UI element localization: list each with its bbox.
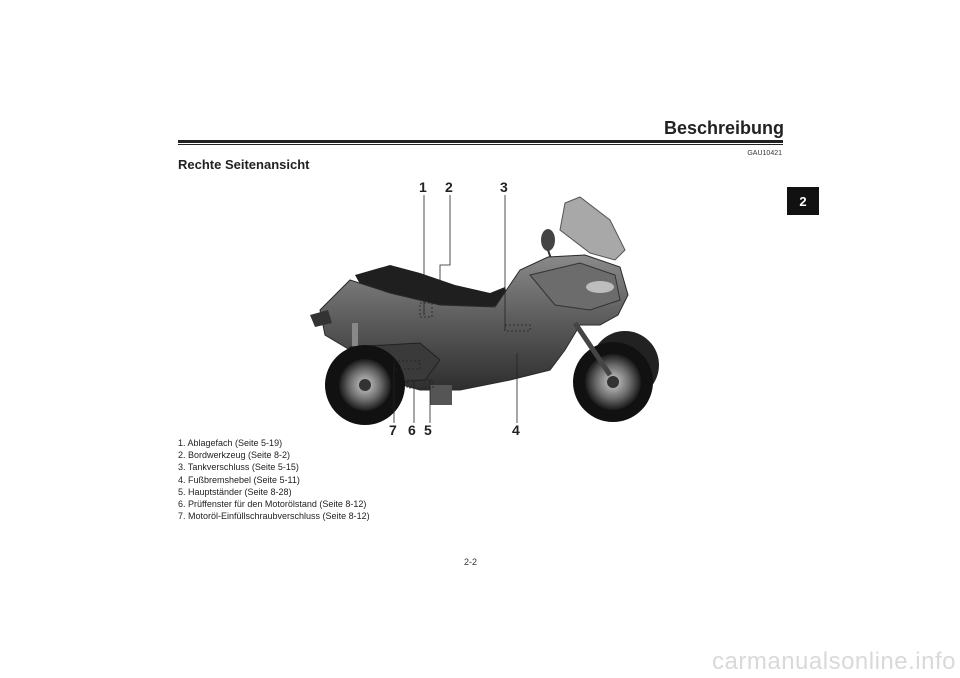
callout-6: 6 (408, 422, 416, 438)
watermark: carmanualsonline.info (712, 648, 956, 675)
legend-item: 7. Motoröl-Einfüllschraubverschluss (Seite 8-12) (178, 511, 370, 522)
legend-item: 1. Ablagefach (Seite 5-19) (178, 438, 283, 448)
section-title: Rechte Seitenansicht (178, 157, 310, 172)
legend-item: 6. Prüffenster für den Motorölstand (Seite 8-12) (178, 499, 367, 510)
page-number: 2-2 (464, 557, 478, 567)
callout-3: 3 (500, 179, 508, 195)
legend-item: 2. Bordwerkzeug (Seite 8-2) (178, 450, 291, 461)
legend-item: 3. Tankverschluss (Seite 5-15) (178, 462, 299, 473)
windshield (560, 197, 625, 260)
callout-4: 4 (512, 422, 520, 438)
legend-item: 5. Hauptständer (Seite 8-28) (178, 486, 292, 497)
scooter-drawing (280, 175, 690, 440)
callout-1: 1 (419, 179, 427, 195)
page-header-title: Beschreibung (663, 118, 784, 138)
callout-5: 5 (424, 422, 432, 438)
scooter-illustration (280, 175, 690, 440)
headlight (586, 281, 614, 293)
callout-7: 7 (389, 422, 397, 438)
header-rule (178, 140, 783, 143)
document-code: GAU10421 (747, 150, 782, 157)
parts-legend (178, 437, 370, 522)
callout-2: 2 (445, 179, 453, 195)
header-rule-thin (178, 144, 783, 145)
chapter-tab: 2 (787, 187, 819, 215)
legend-item: 4. Fußbremshebel (Seite 5-11) (178, 474, 300, 485)
mirror (541, 229, 555, 251)
